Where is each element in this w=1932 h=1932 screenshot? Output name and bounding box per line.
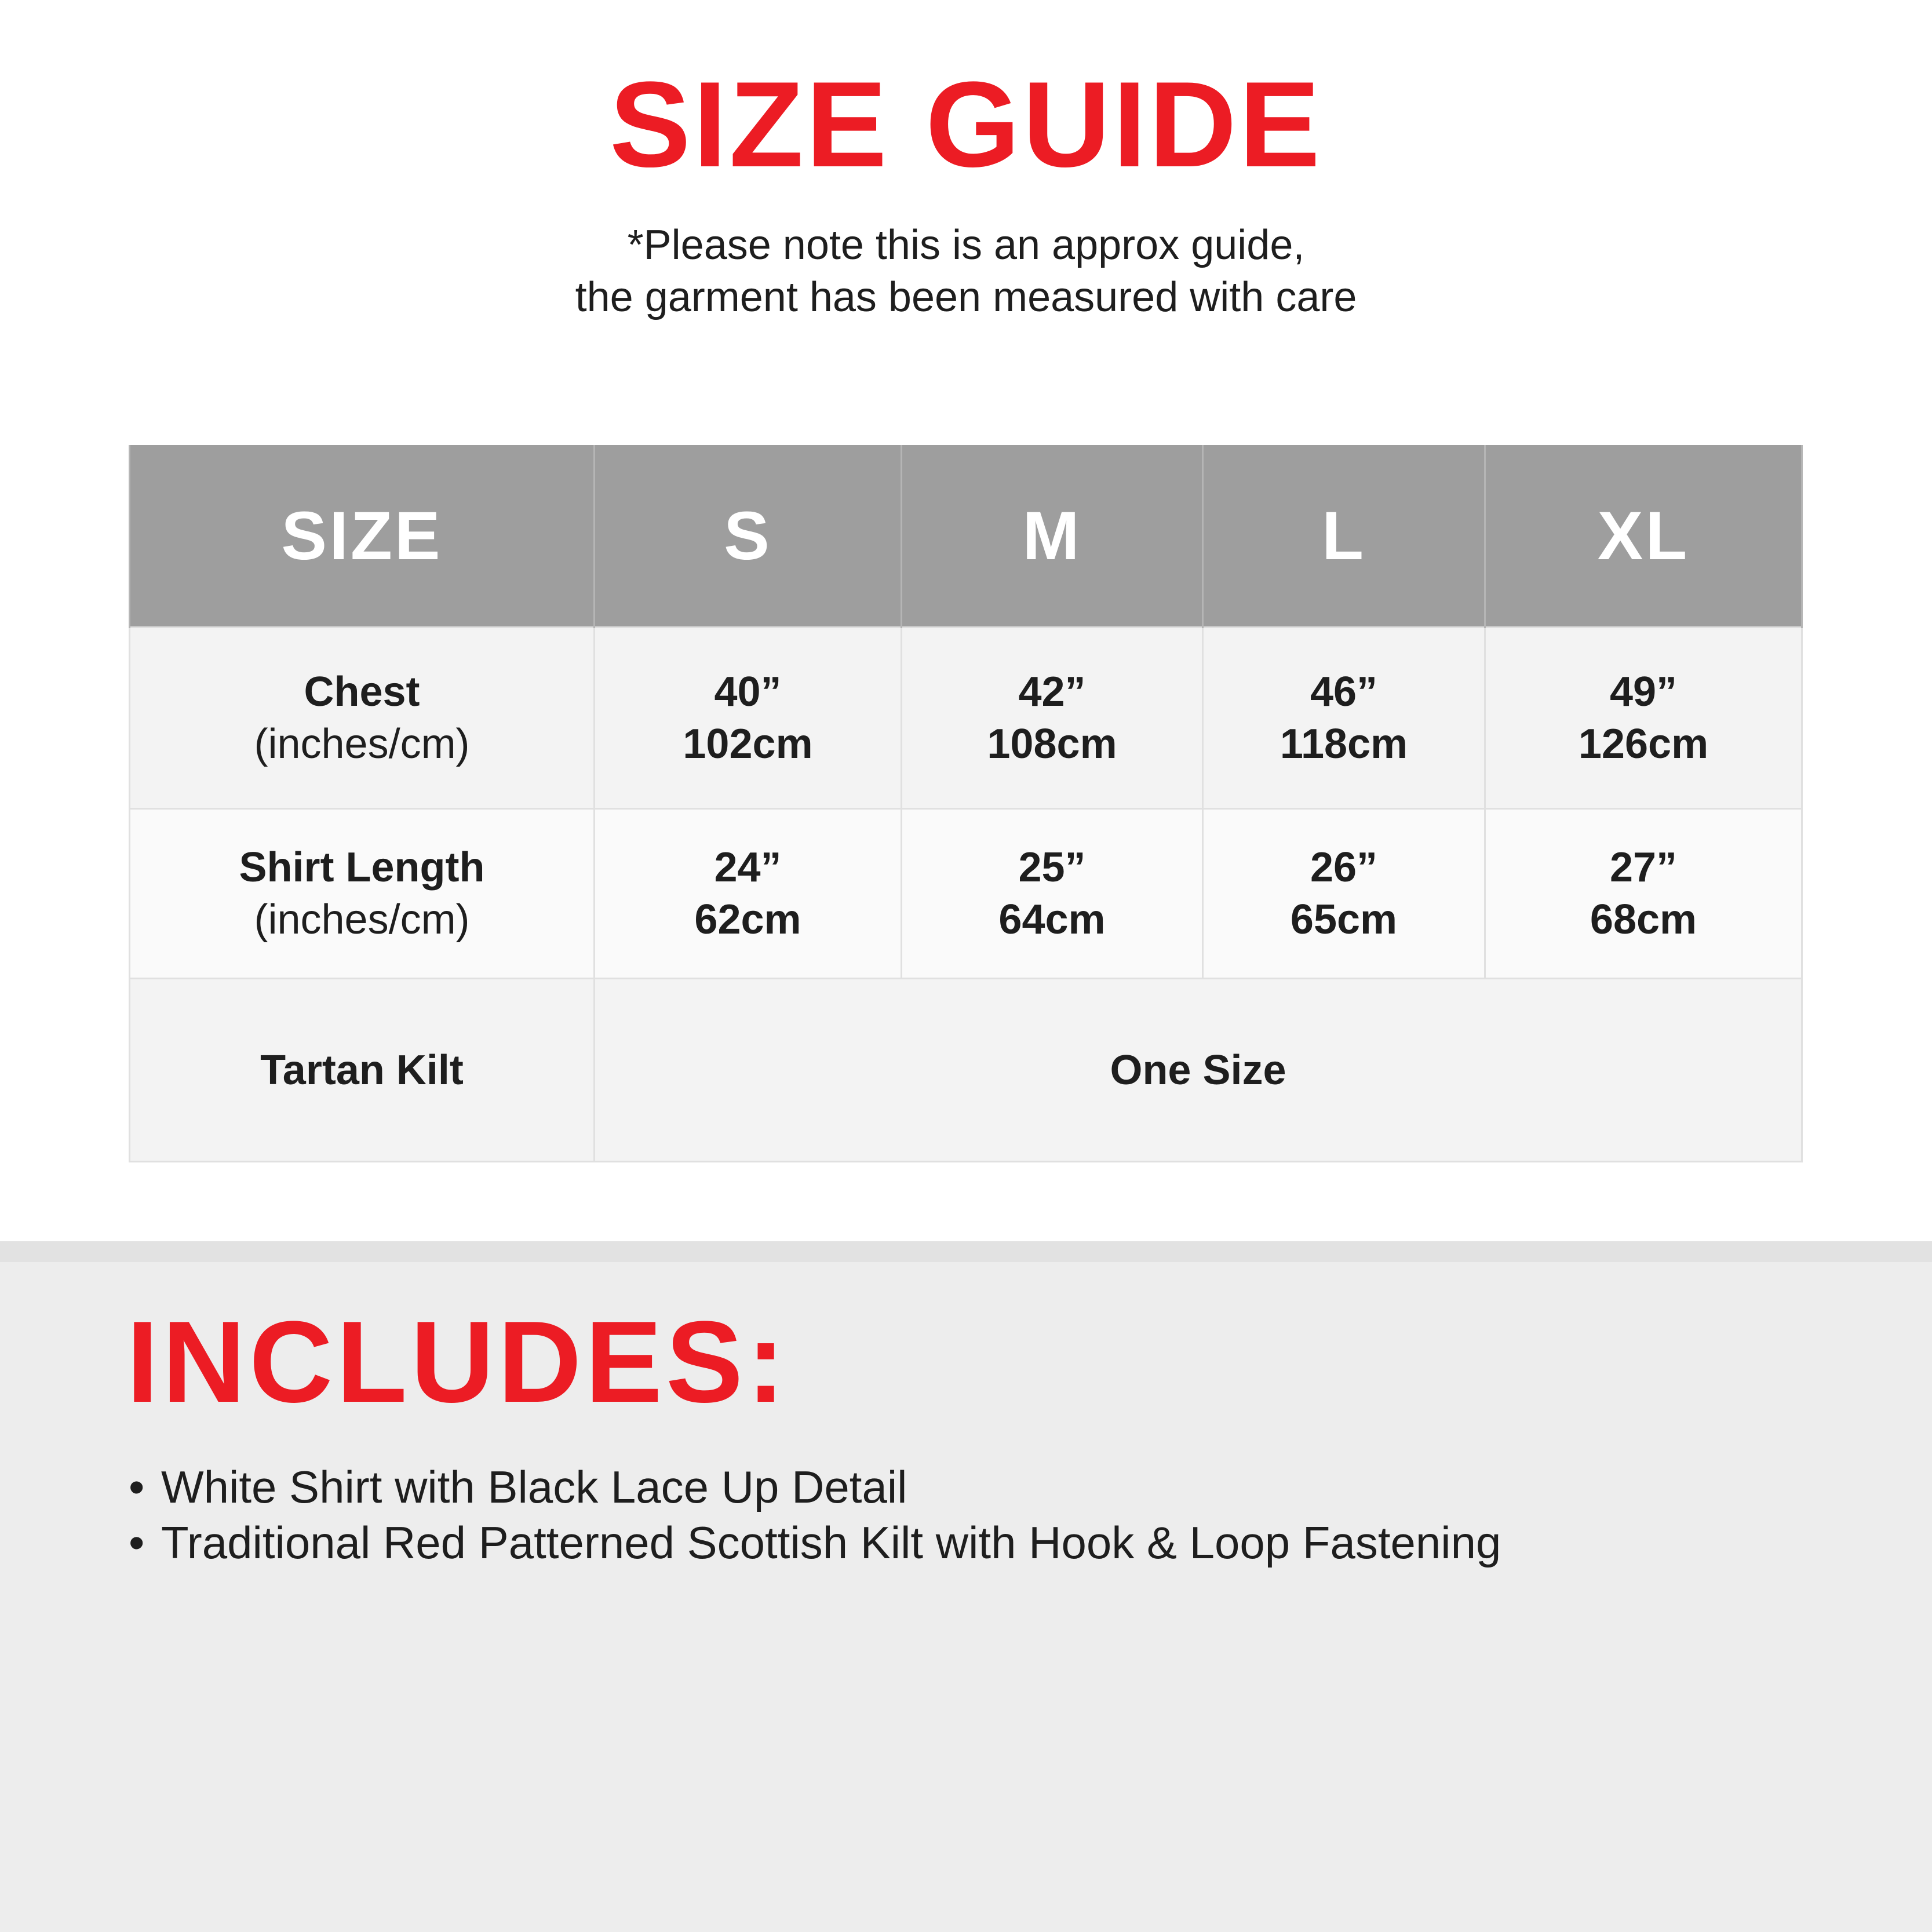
- header-m: M: [902, 445, 1203, 628]
- value-cm: 126cm: [1578, 721, 1709, 767]
- table-cell: [595, 628, 902, 809]
- table-cell: [1485, 809, 1802, 979]
- table-cell: [1485, 628, 1802, 809]
- list-item: [129, 1515, 1501, 1570]
- value-cm: 108cm: [987, 721, 1117, 767]
- value-inches: 25”: [1018, 844, 1086, 891]
- table-row-chest: [130, 628, 1802, 809]
- bullet-icon: •: [129, 1461, 145, 1512]
- table-cell-one-size: [595, 979, 1802, 1162]
- header-s: S: [595, 445, 902, 628]
- header-l: L: [1203, 445, 1485, 628]
- table-cell: [1203, 809, 1485, 979]
- row-label: Tartan Kilt: [260, 1047, 464, 1093]
- size-note-line-2: the garment has been measured with care: [575, 274, 1357, 320]
- list-item-text: Traditional Red Patterned Scottish Kilt with Hook & Loop Fastening: [161, 1517, 1501, 1568]
- value-cm: 118cm: [1280, 721, 1408, 767]
- includes-title: INCLUDES:: [126, 1297, 789, 1427]
- table-row-tartan-kilt: [130, 979, 1802, 1162]
- value-inches: 49”: [1609, 669, 1678, 715]
- header-size: SIZE: [130, 445, 595, 628]
- table-row-shirt-length: [130, 809, 1802, 979]
- value-inches: 27”: [1609, 844, 1678, 891]
- includes-list: [129, 1459, 1501, 1570]
- value-cm: 62cm: [694, 896, 801, 943]
- table-cell: [595, 809, 902, 979]
- value-cm: 68cm: [1590, 896, 1697, 943]
- value-cm: 102cm: [683, 721, 813, 767]
- section-divider: [0, 1241, 1932, 1262]
- size-table: [129, 445, 1803, 1162]
- row-label-cell: [130, 628, 595, 809]
- value-inches: 42”: [1018, 669, 1086, 715]
- size-note: [0, 219, 1932, 323]
- value-inches: 24”: [714, 844, 782, 891]
- table-cell: [1203, 628, 1485, 809]
- row-label: Chest: [304, 669, 420, 715]
- value-inches: 26”: [1310, 844, 1378, 891]
- value-cm: 65cm: [1290, 896, 1398, 943]
- value-inches: 46”: [1310, 669, 1378, 715]
- list-item: [129, 1459, 1501, 1515]
- size-table-header-row: [130, 445, 1802, 628]
- size-note-line-1: *Please note this is an approx guide,: [627, 222, 1305, 268]
- page-title: SIZE GUIDE: [609, 56, 1323, 192]
- value-one-size: One Size: [1110, 1047, 1286, 1093]
- value-cm: 64cm: [998, 896, 1106, 943]
- value-inches: 40”: [714, 669, 782, 715]
- row-label-cell: [130, 809, 595, 979]
- table-cell: [902, 628, 1203, 809]
- row-label-cell: [130, 979, 595, 1162]
- header-xl: XL: [1485, 445, 1802, 628]
- bullet-icon: •: [129, 1517, 145, 1568]
- list-item-text: White Shirt with Black Lace Up Detail: [161, 1461, 907, 1512]
- row-label: Shirt Length: [239, 844, 485, 891]
- row-unit: (inches/cm): [254, 721, 470, 767]
- row-unit: (inches/cm): [254, 896, 470, 943]
- table-cell: [902, 809, 1203, 979]
